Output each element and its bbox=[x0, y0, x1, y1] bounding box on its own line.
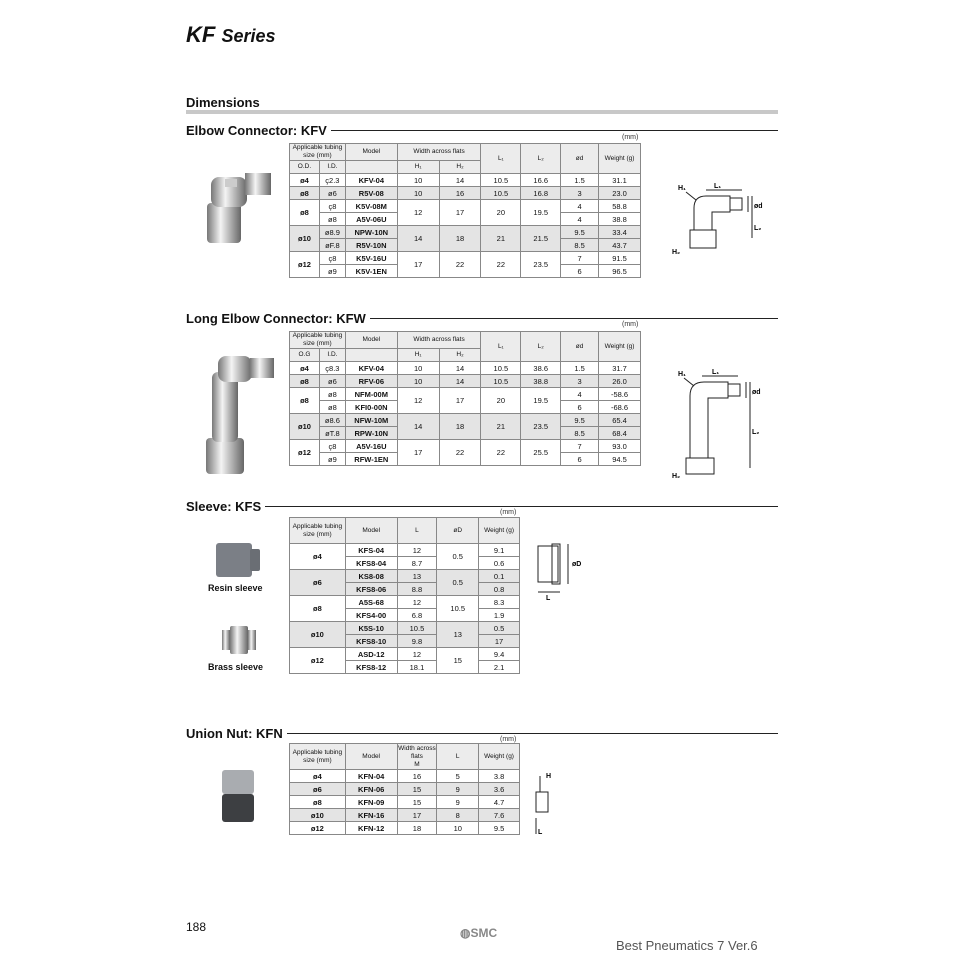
table-cell: 0.5 bbox=[437, 570, 479, 596]
table-cell: 17 bbox=[439, 200, 481, 226]
table-cell: KFN-04 bbox=[345, 770, 397, 783]
table-cell: NFM-00M bbox=[345, 388, 397, 401]
table-cell: 21.5 bbox=[521, 226, 561, 252]
table-cell: KFS8-10 bbox=[345, 635, 397, 648]
kfv-dim-l2: L₂ bbox=[754, 225, 762, 232]
table-cell: ø6 bbox=[319, 375, 345, 388]
table-cell: KFV-04 bbox=[345, 362, 397, 375]
table-cell: ø9 bbox=[319, 453, 345, 466]
table-cell: KFN-06 bbox=[345, 783, 397, 796]
table-row bbox=[290, 187, 641, 200]
kfn-h-l: L bbox=[437, 744, 479, 770]
kfn-h-width: Width across flats M bbox=[398, 744, 436, 768]
kfv-h-l2: L₂ bbox=[521, 144, 561, 174]
table-cell: ø10 bbox=[290, 226, 320, 252]
table-cell: 8.5 bbox=[561, 239, 599, 252]
kfs-units: (mm) bbox=[500, 509, 517, 516]
kfw-h-l2: L₂ bbox=[521, 332, 561, 362]
table-cell: 1.5 bbox=[561, 362, 599, 375]
table-cell: 20 bbox=[481, 200, 521, 226]
table-cell: ø8 bbox=[290, 596, 346, 622]
table-cell bbox=[345, 161, 397, 174]
table-cell: KFN-16 bbox=[345, 809, 397, 822]
table-cell: 21 bbox=[481, 414, 521, 440]
table-cell: ø12 bbox=[290, 252, 320, 278]
resin-sleeve-label: Resin sleeve bbox=[208, 583, 263, 593]
kfw-h-h1: H₁ bbox=[397, 349, 439, 362]
table-cell: 96.5 bbox=[599, 265, 641, 278]
table-cell: 8.8 bbox=[397, 583, 437, 596]
table-cell: ASD-12 bbox=[345, 648, 397, 661]
table-cell: 4 bbox=[561, 388, 599, 401]
table-row bbox=[290, 200, 641, 213]
table-cell: ø4 bbox=[290, 544, 346, 570]
table-cell: 18 bbox=[439, 414, 481, 440]
kfs-table bbox=[289, 517, 520, 674]
table-cell: 9.5 bbox=[561, 414, 599, 427]
table-cell: 14 bbox=[397, 226, 439, 252]
table-cell: ø12 bbox=[290, 648, 346, 674]
table-cell: -68.6 bbox=[599, 401, 641, 414]
table-cell: 9.5 bbox=[479, 822, 520, 835]
kfv-h-od: O.D. bbox=[290, 161, 320, 174]
kfs-h-weight: Weight (g) bbox=[479, 518, 520, 544]
kfn-dim-l: L bbox=[538, 829, 543, 836]
table-cell: 10 bbox=[397, 187, 439, 200]
table-cell: 12 bbox=[397, 544, 437, 557]
table-cell: 91.5 bbox=[599, 252, 641, 265]
brand-footer: Best Pneumatics 7 Ver.6 bbox=[616, 938, 758, 953]
table-cell: 10.5 bbox=[397, 622, 437, 635]
kfn-product-photo bbox=[222, 770, 254, 822]
table-row bbox=[290, 809, 520, 822]
table-cell: 94.5 bbox=[599, 453, 641, 466]
kfw-product-photo bbox=[198, 352, 278, 476]
table-cell: 6.8 bbox=[397, 609, 437, 622]
kfw-h-width: Width across flats bbox=[397, 332, 481, 349]
table-cell: 3.6 bbox=[479, 783, 520, 796]
table-cell: KFN-09 bbox=[345, 796, 397, 809]
table-cell: 16 bbox=[397, 770, 437, 783]
table-row bbox=[290, 544, 520, 557]
table-cell: øF.8 bbox=[319, 239, 345, 252]
table-cell: KFS8-12 bbox=[345, 661, 397, 674]
table-cell: 18.1 bbox=[397, 661, 437, 674]
table-cell: 14 bbox=[439, 174, 481, 187]
kfs-h-od: øD bbox=[437, 518, 479, 544]
kfv-dim-d: ød bbox=[754, 203, 763, 210]
dimensions-divider bbox=[186, 110, 778, 114]
table-row bbox=[290, 414, 641, 427]
table-cell: RFV-06 bbox=[345, 375, 397, 388]
table-cell: KFN-12 bbox=[345, 822, 397, 835]
table-cell: 10.5 bbox=[481, 174, 521, 187]
table-cell: ø8 bbox=[290, 187, 320, 200]
kfn-h-weight: Weight (g) bbox=[479, 744, 520, 770]
table-cell: ø10 bbox=[290, 622, 346, 648]
table-cell: ø8 bbox=[290, 388, 320, 414]
table-cell: 17 bbox=[439, 388, 481, 414]
kfv-table bbox=[289, 143, 641, 278]
table-cell: KFS-04 bbox=[345, 544, 397, 557]
kfs-heading: Sleeve: KFS bbox=[186, 499, 265, 514]
table-cell: 10 bbox=[397, 174, 439, 187]
kfw-dim-h2: H₂ bbox=[672, 473, 681, 480]
kfs-dimension-drawing bbox=[532, 540, 592, 600]
table-cell: ø8 bbox=[290, 796, 346, 809]
table-cell: 10.5 bbox=[481, 362, 521, 375]
kfw-dim-l2: L₂ bbox=[752, 429, 760, 436]
table-cell: 9.5 bbox=[561, 226, 599, 239]
table-cell: R5V-08 bbox=[345, 187, 397, 200]
table-cell: ø4 bbox=[290, 362, 320, 375]
kfv-dim-h1: H₁ bbox=[678, 185, 686, 192]
table-cell: ø8 bbox=[319, 213, 345, 226]
kfs-dim-l: L bbox=[546, 595, 551, 602]
table-cell: KS8-08 bbox=[345, 570, 397, 583]
kfs-h-tubing: Applicable tubing size (mm) bbox=[290, 518, 346, 544]
kfw-h-od: O.G bbox=[290, 349, 320, 362]
table-cell: ø10 bbox=[290, 809, 346, 822]
kfv-h-h1: H₁ bbox=[397, 161, 439, 174]
table-cell: ç8 bbox=[319, 440, 345, 453]
table-cell: ø6 bbox=[290, 783, 346, 796]
kfn-h-model: Model bbox=[345, 744, 397, 770]
table-cell: 9.4 bbox=[479, 648, 520, 661]
table-cell: 18 bbox=[439, 226, 481, 252]
table-cell: ø8.9 bbox=[319, 226, 345, 239]
table-cell: 21 bbox=[481, 226, 521, 252]
kfn-h-tubing: Applicable tubing size (mm) bbox=[290, 744, 346, 770]
table-cell: 8.3 bbox=[479, 596, 520, 609]
kfw-h-weight: Weight (g) bbox=[599, 332, 641, 362]
table-cell: 10.5 bbox=[437, 596, 479, 622]
table-cell: A5V-06U bbox=[345, 213, 397, 226]
table-cell: 8.7 bbox=[397, 557, 437, 570]
table-cell: 8.5 bbox=[561, 427, 599, 440]
table-cell: R5V-10N bbox=[345, 239, 397, 252]
table-cell: 15 bbox=[397, 783, 437, 796]
table-cell: 26.0 bbox=[599, 375, 641, 388]
table-cell: ø9 bbox=[319, 265, 345, 278]
table-cell: 4.7 bbox=[479, 796, 520, 809]
resin-sleeve-photo bbox=[216, 543, 262, 577]
table-cell: 16.6 bbox=[521, 174, 561, 187]
table-cell: 5 bbox=[437, 770, 479, 783]
kfs-h-l: L bbox=[397, 518, 437, 544]
table-cell: 10 bbox=[437, 822, 479, 835]
table-cell: 38.8 bbox=[521, 375, 561, 388]
table-cell: A5S-68 bbox=[345, 596, 397, 609]
table-cell: 14 bbox=[397, 414, 439, 440]
table-cell: 15 bbox=[397, 796, 437, 809]
kfv-h-width: Width across flats bbox=[397, 144, 481, 161]
table-cell: ø4 bbox=[290, 770, 346, 783]
kfw-dim-d: ød bbox=[752, 389, 761, 396]
table-cell: RPW-10N bbox=[345, 427, 397, 440]
table-cell: K5V-08M bbox=[345, 200, 397, 213]
table-cell: K5V-16U bbox=[345, 252, 397, 265]
table-cell: 1.5 bbox=[561, 174, 599, 187]
table-cell: K5V-1EN bbox=[345, 265, 397, 278]
table-row bbox=[290, 252, 641, 265]
table-cell: 0.5 bbox=[479, 622, 520, 635]
table-cell: 9 bbox=[437, 783, 479, 796]
series-title: KF Series bbox=[186, 22, 276, 47]
table-cell bbox=[345, 349, 397, 362]
table-cell: ø4 bbox=[290, 174, 320, 187]
table-cell: 2.1 bbox=[479, 661, 520, 674]
table-row bbox=[290, 440, 641, 453]
kfw-h-l1: L₁ bbox=[481, 332, 521, 362]
kfw-dimension-drawing bbox=[672, 368, 762, 480]
table-cell: 43.7 bbox=[599, 239, 641, 252]
table-cell: KFS8-04 bbox=[345, 557, 397, 570]
table-cell: 9.1 bbox=[479, 544, 520, 557]
table-cell: 4 bbox=[561, 213, 599, 226]
table-cell: ø6 bbox=[319, 187, 345, 200]
table-cell: 8 bbox=[437, 809, 479, 822]
kfs-rule bbox=[186, 506, 778, 507]
table-cell: 19.5 bbox=[521, 200, 561, 226]
table-cell: 31.1 bbox=[599, 174, 641, 187]
kfv-h-weight: Weight (g) bbox=[599, 144, 641, 174]
kfw-h-h2: H₂ bbox=[439, 349, 481, 362]
table-cell: ç8 bbox=[319, 200, 345, 213]
table-cell: 14 bbox=[439, 362, 481, 375]
table-cell: 7 bbox=[561, 440, 599, 453]
kfn-h-m: M bbox=[414, 760, 420, 768]
kfw-h-tubing: Applicable tubing size (mm) bbox=[290, 332, 346, 349]
table-cell: 3 bbox=[561, 187, 599, 200]
table-cell: øT.8 bbox=[319, 427, 345, 440]
kfn-heading: Union Nut: KFN bbox=[186, 726, 287, 741]
table-cell: 6 bbox=[561, 401, 599, 414]
page-number: 188 bbox=[186, 920, 207, 934]
table-cell: 9 bbox=[437, 796, 479, 809]
table-row bbox=[290, 648, 520, 661]
table-cell: 17 bbox=[397, 440, 439, 466]
table-cell: ç8.3 bbox=[319, 362, 345, 375]
kfw-table bbox=[289, 331, 641, 466]
table-cell: 7.6 bbox=[479, 809, 520, 822]
table-cell: 25.5 bbox=[521, 440, 561, 466]
table-cell: 22 bbox=[481, 252, 521, 278]
table-cell: 12 bbox=[397, 596, 437, 609]
kfv-h-h2: H₂ bbox=[439, 161, 481, 174]
table-cell: 0.6 bbox=[479, 557, 520, 570]
kfv-heading: Elbow Connector: KFV bbox=[186, 123, 331, 138]
kfv-h-id: I.D. bbox=[319, 161, 345, 174]
table-cell: NPW-10N bbox=[345, 226, 397, 239]
kfw-h-d: ød bbox=[561, 332, 599, 362]
table-row bbox=[290, 388, 641, 401]
table-cell: 19.5 bbox=[521, 388, 561, 414]
table-cell: 17 bbox=[479, 635, 520, 648]
kfv-dimension-drawing bbox=[672, 178, 762, 258]
brass-sleeve-label: Brass sleeve bbox=[208, 662, 264, 672]
table-cell: 10 bbox=[397, 362, 439, 375]
table-cell: KFS4-00 bbox=[345, 609, 397, 622]
table-row bbox=[290, 770, 520, 783]
table-cell: ø8 bbox=[290, 375, 320, 388]
table-cell: 16 bbox=[439, 187, 481, 200]
table-cell: ø8 bbox=[290, 200, 320, 226]
table-row bbox=[290, 174, 641, 187]
table-cell: 68.4 bbox=[599, 427, 641, 440]
table-cell: 12 bbox=[397, 200, 439, 226]
kfs-h-model: Model bbox=[345, 518, 397, 544]
table-cell: 15 bbox=[437, 648, 479, 674]
table-cell: 14 bbox=[439, 375, 481, 388]
table-row bbox=[290, 570, 520, 583]
table-cell: NFW-10M bbox=[345, 414, 397, 427]
kfv-h-model: Model bbox=[345, 144, 397, 161]
kfs-dim-dd: øD bbox=[572, 561, 582, 568]
table-cell: A5V-16U bbox=[345, 440, 397, 453]
table-cell: ø6 bbox=[290, 570, 346, 596]
table-cell: 22 bbox=[439, 440, 481, 466]
table-cell: ç8 bbox=[319, 252, 345, 265]
kfv-dim-h2: H₂ bbox=[672, 249, 681, 256]
kfn-units: (mm) bbox=[500, 736, 517, 743]
table-cell: 22 bbox=[439, 252, 481, 278]
kfv-product-photo bbox=[195, 165, 275, 245]
table-row bbox=[290, 596, 520, 609]
table-cell: ø10 bbox=[290, 414, 320, 440]
table-cell: KFV-04 bbox=[345, 174, 397, 187]
table-cell: KFI0-00N bbox=[345, 401, 397, 414]
kfv-dim-l1: L₁ bbox=[714, 183, 722, 190]
table-cell: 31.7 bbox=[599, 362, 641, 375]
table-cell: ø12 bbox=[290, 440, 320, 466]
table-row bbox=[290, 226, 641, 239]
table-cell: 93.0 bbox=[599, 440, 641, 453]
kfw-dim-l1: L₁ bbox=[712, 369, 720, 376]
table-cell: 38.6 bbox=[521, 362, 561, 375]
table-cell: 10.5 bbox=[481, 187, 521, 200]
kfw-units: (mm) bbox=[622, 321, 639, 328]
table-cell: 1.9 bbox=[479, 609, 520, 622]
table-cell: ø8 bbox=[319, 388, 345, 401]
table-cell: 33.4 bbox=[599, 226, 641, 239]
table-cell: 58.8 bbox=[599, 200, 641, 213]
brass-sleeve-photo bbox=[222, 626, 256, 654]
kfv-h-d: ød bbox=[561, 144, 599, 174]
smc-logo-icon: ◍ bbox=[460, 926, 471, 940]
table-cell: RFW-1EN bbox=[345, 453, 397, 466]
table-row bbox=[290, 783, 520, 796]
table-cell: 13 bbox=[437, 622, 479, 648]
table-cell: 9.8 bbox=[397, 635, 437, 648]
kfw-h-model: Model bbox=[345, 332, 397, 349]
table-cell: 4 bbox=[561, 200, 599, 213]
kfn-table bbox=[289, 743, 520, 835]
kfn-dim-h: H bbox=[546, 773, 552, 780]
table-cell: 0.1 bbox=[479, 570, 520, 583]
table-cell: 3 bbox=[561, 375, 599, 388]
table-row bbox=[290, 796, 520, 809]
table-cell: 6 bbox=[561, 453, 599, 466]
kfn-dimension-drawing bbox=[530, 768, 560, 838]
kfw-h-id: I.D. bbox=[319, 349, 345, 362]
kfv-h-l1: L₁ bbox=[481, 144, 521, 174]
table-cell: 12 bbox=[397, 388, 439, 414]
table-row bbox=[290, 822, 520, 835]
kfw-dim-h1: H₁ bbox=[678, 371, 686, 378]
table-cell: 17 bbox=[397, 809, 437, 822]
table-cell: 23.0 bbox=[599, 187, 641, 200]
table-cell: 13 bbox=[397, 570, 437, 583]
table-cell: 17 bbox=[397, 252, 439, 278]
table-cell: 3.8 bbox=[479, 770, 520, 783]
table-cell: 22 bbox=[481, 440, 521, 466]
table-cell: 38.8 bbox=[599, 213, 641, 226]
table-cell: 23.5 bbox=[521, 414, 561, 440]
table-cell: 12 bbox=[397, 648, 437, 661]
table-cell: 7 bbox=[561, 252, 599, 265]
smc-logo: ◍SMC bbox=[460, 926, 498, 940]
table-cell: 20 bbox=[481, 388, 521, 414]
table-cell: 0.8 bbox=[479, 583, 520, 596]
table-cell: 65.4 bbox=[599, 414, 641, 427]
table-cell: 10 bbox=[397, 375, 439, 388]
table-row bbox=[290, 622, 520, 635]
table-cell: 18 bbox=[397, 822, 437, 835]
table-cell: ø8.6 bbox=[319, 414, 345, 427]
table-row bbox=[290, 362, 641, 375]
dimensions-heading: Dimensions bbox=[186, 95, 260, 110]
table-cell: 0.5 bbox=[437, 544, 479, 570]
table-cell: ø12 bbox=[290, 822, 346, 835]
kfv-units: (mm) bbox=[622, 134, 639, 141]
kfw-heading: Long Elbow Connector: KFW bbox=[186, 311, 370, 326]
table-cell: 23.5 bbox=[521, 252, 561, 278]
table-cell: K5S-10 bbox=[345, 622, 397, 635]
table-cell: 16.8 bbox=[521, 187, 561, 200]
table-cell: ç2.3 bbox=[319, 174, 345, 187]
table-cell: 6 bbox=[561, 265, 599, 278]
table-cell: -58.6 bbox=[599, 388, 641, 401]
table-cell: KFS8-06 bbox=[345, 583, 397, 596]
table-cell: ø8 bbox=[319, 401, 345, 414]
table-row bbox=[290, 375, 641, 388]
table-cell: 10.5 bbox=[481, 375, 521, 388]
kfv-h-tubing: Applicable tubing size (mm) bbox=[290, 144, 346, 161]
